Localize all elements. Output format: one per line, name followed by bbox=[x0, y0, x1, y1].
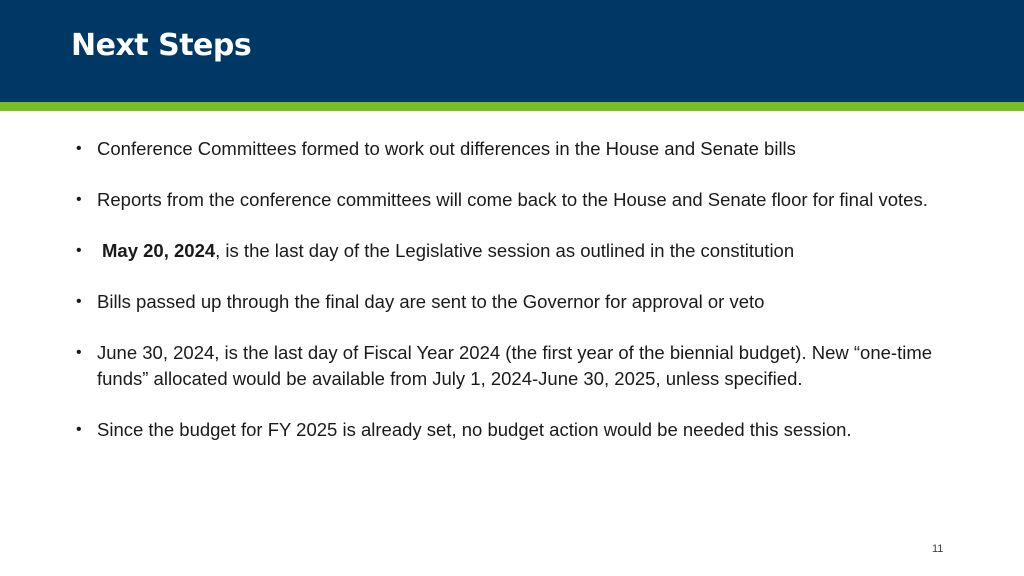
page-number: 11 bbox=[932, 543, 944, 555]
bullet-icon: • bbox=[76, 140, 82, 157]
bullet-item bbox=[76, 289, 956, 315]
bullet-icon: • bbox=[76, 344, 82, 361]
header-bar bbox=[0, 0, 1024, 102]
bullet-item bbox=[76, 417, 956, 443]
bullet-text: June 30, 2024, is the last day of Fiscal Year 2024 (the first year of the biennial budget). New “one-time funds” allocated would be available from July 1, 2024-June 30, 2025, unless specified. bbox=[97, 342, 933, 389]
bullet-item bbox=[76, 238, 956, 264]
bullet-icon: • bbox=[76, 242, 82, 259]
bullet-item bbox=[76, 136, 956, 162]
bullet-text: Reports from the conference committees will come back to the House and Senate floor for final votes. bbox=[97, 189, 928, 210]
bullet-item bbox=[76, 340, 956, 391]
bullet-text: Bills passed up through the final day are sent to the Governor for approval or veto bbox=[97, 291, 765, 312]
bullet-text: , is the last day of the Legislative session as outlined in the constitution bbox=[215, 240, 795, 261]
bullet-list bbox=[76, 136, 956, 468]
bullet-icon: • bbox=[76, 420, 82, 438]
bullet-text: Conference Committees formed to work out differences in the House and Senate bills bbox=[97, 138, 796, 159]
slide-title: Next Steps bbox=[71, 28, 252, 63]
bullet-text: Since the budget for FY 2025 is already set, no budget action would be needed this session. bbox=[97, 418, 852, 440]
bullet-item bbox=[76, 187, 956, 213]
accent-bar bbox=[0, 102, 1024, 111]
bullet-icon: • bbox=[76, 191, 82, 208]
bullet-date-bold: May 20, 2024 bbox=[102, 240, 216, 261]
bullet-icon: • bbox=[76, 293, 82, 310]
